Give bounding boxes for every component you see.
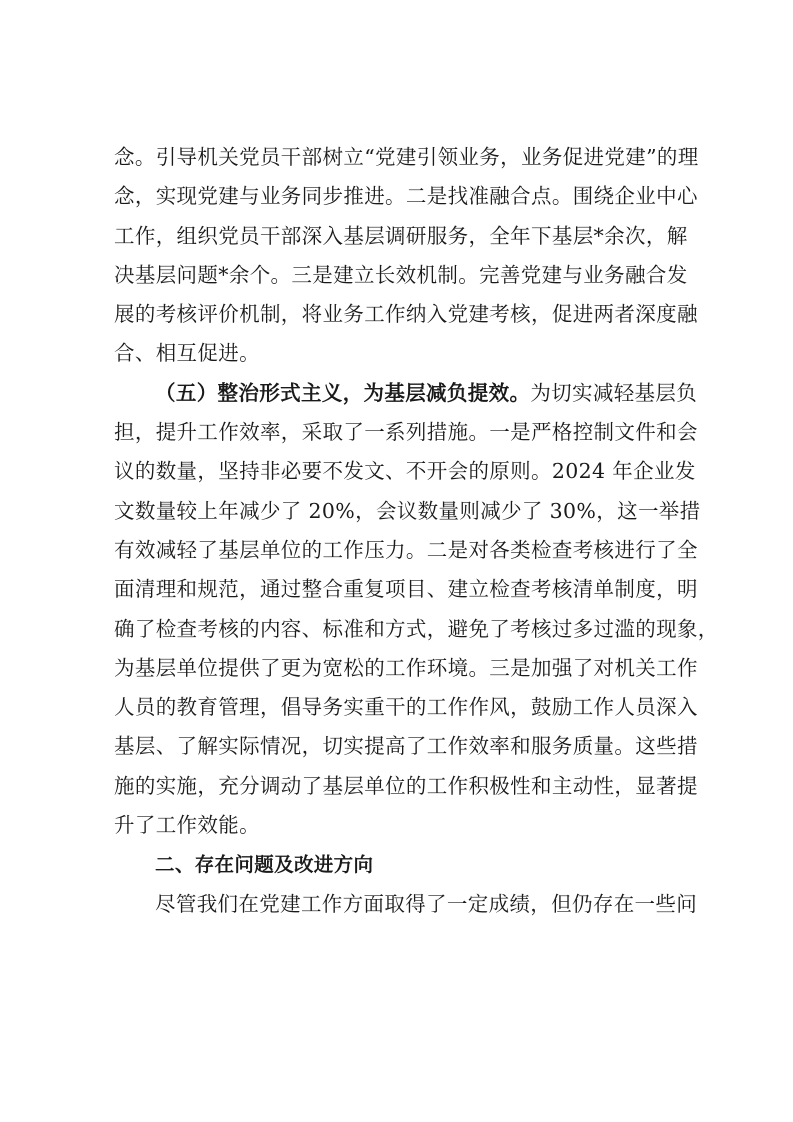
section-five-title: （五）整治形式主义，为基层减负提效。 [155,380,531,405]
text-line: 施的实施，充分调动了基层单位的工作积极性和主动性，显著提 [114,773,698,798]
text-line: 人员的教育管理，倡导务实重干的工作作风，鼓励工作人员深入 [114,695,698,720]
text-line: 升了工作效能。 [114,813,260,838]
text-line: 确了检查考核的内容、标准和方式，避免了考核过多过滥的现象， [114,616,719,641]
text-line: 决基层问题*余个。三是建立长效机制。完善党建与业务融合发 [114,262,688,287]
text-line: 工作，组织党员干部深入基层调研服务，全年下基层*余次，解 [114,223,688,248]
text-line: 念，实现党建与业务同步推进。二是找准融合点。围绕企业中心 [114,184,698,209]
section-five-line [114,374,698,413]
text-line: 议的数量，坚持非必要不发文、不开会的原则。2024 年企业发 [114,459,696,484]
section-five-text: 为切实减轻基层负 [530,380,698,405]
section-heading: 二、存在问题及改进方向 [155,853,374,877]
text-line: 念。引导机关党员干部树立“党建引领业务，业务促进党建”的理 [114,145,699,169]
text-line: 展的考核评价机制，将业务工作纳入党建考核，促进两者深度融 [114,302,698,327]
text-line: 文数量较上年减少了 20%，会议数量则减少了 30%，这一举措 [114,498,701,523]
text-line: 尽管我们在党建工作方面取得了一定成绩，但仍存在一些问 [155,891,698,916]
text-line: 基层、了解实际情况，切实提高了工作效率和服务质量。这些措 [114,734,698,759]
text-line: 为基层单位提供了更为宽松的工作环境。三是加强了对机关工作 [114,655,698,680]
document-body [114,138,719,924]
text-line: 合、相互促进。 [114,341,260,366]
text-line: 担，提升工作效率，采取了一系列措施。一是严格控制文件和会 [114,420,698,445]
text-line: 有效减轻了基层单位的工作压力。二是对各类检查考核进行了全 [114,537,698,562]
text-line: 面清理和规范，通过整合重复项目、建立检查考核清单制度，明 [114,577,698,602]
